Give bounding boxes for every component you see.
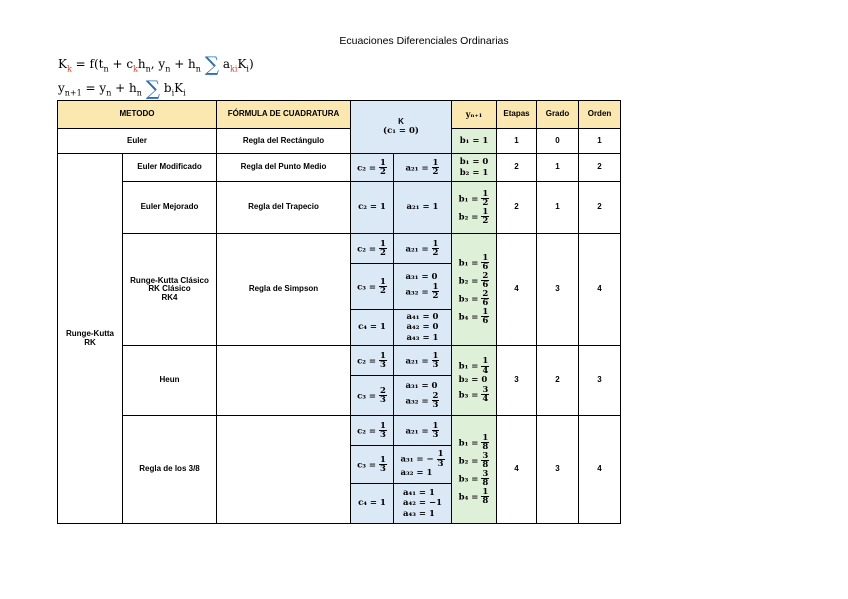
math-text: b₄ = xyxy=(458,492,479,502)
numerator: 1 xyxy=(432,281,439,292)
numerator: 1 xyxy=(380,238,386,249)
fraction xyxy=(432,159,440,177)
numerator: 2 xyxy=(380,385,386,396)
denominator: 2 xyxy=(380,167,386,177)
b-coeff xyxy=(452,182,497,234)
denominator: 4 xyxy=(482,394,489,405)
formula-token: , y xyxy=(150,57,166,71)
denominator: 8 xyxy=(482,460,489,470)
math-text: b₁ = xyxy=(458,438,479,448)
math-text: b₂ = xyxy=(458,456,479,466)
etapas-value: 2 xyxy=(497,182,537,234)
fraction xyxy=(481,434,489,452)
math-text: a₃₁ = 0 xyxy=(405,381,438,392)
c-coeff xyxy=(351,154,394,182)
a-coeff: a₂₁ = 1 xyxy=(394,182,452,234)
fraction xyxy=(379,278,387,296)
c-coeff xyxy=(351,376,394,416)
denominator: 6 xyxy=(482,280,489,290)
fraction xyxy=(432,283,440,301)
method-name-line: Runge-Kutta Clásico xyxy=(130,275,209,285)
denominator: 3 xyxy=(432,400,439,411)
math-text: b₄ = xyxy=(458,312,479,322)
numerator: 1 xyxy=(380,276,386,287)
math-text: c₃ = xyxy=(357,282,377,292)
numerator: 1 xyxy=(482,486,489,497)
method-name: Euler xyxy=(58,129,217,154)
denominator: 2 xyxy=(482,198,489,208)
numerator: 1 xyxy=(437,449,444,460)
numerator: 1 xyxy=(432,238,439,249)
denominator: 3 xyxy=(380,464,386,474)
denominator: 8 xyxy=(482,478,489,488)
denominator: 3 xyxy=(432,430,439,440)
fraction xyxy=(432,240,440,258)
b-coeff xyxy=(452,234,497,346)
formula-token: K xyxy=(58,57,67,71)
grado-value: 3 xyxy=(537,234,579,346)
formula-token: = f xyxy=(75,57,94,71)
header-k xyxy=(351,101,452,154)
a-coeff xyxy=(394,416,452,446)
a-coeff xyxy=(394,264,452,310)
group-label-line: RK xyxy=(84,337,96,347)
denominator: 8 xyxy=(482,496,489,506)
header-orden: Orden xyxy=(579,101,621,129)
denominator: 3 xyxy=(380,430,386,440)
formula-sub: i xyxy=(171,88,175,98)
method-name: Regla de los 3/8 xyxy=(123,416,217,524)
denominator: 8 xyxy=(482,442,489,452)
formula-sub: n xyxy=(136,88,142,98)
math-text: b₁ = xyxy=(458,258,479,268)
math-text: b₃ = xyxy=(458,294,479,304)
fraction xyxy=(481,290,489,308)
fraction xyxy=(481,208,489,226)
denominator: 6 xyxy=(482,262,489,272)
c-coeff: c₄ = 1 xyxy=(351,484,394,524)
math-text: b₂ = 1 xyxy=(459,167,489,178)
fraction xyxy=(379,352,387,370)
numerator: 1 xyxy=(482,206,489,217)
group-label-line: Runge-Kutta xyxy=(66,329,114,339)
math-text: a₄₃ = 1 xyxy=(402,508,435,519)
math-text: a₃₁ = 0 xyxy=(405,272,438,283)
math-text: a₂₁ = xyxy=(405,426,429,436)
etapas-value: 4 xyxy=(497,416,537,524)
fraction xyxy=(481,272,489,290)
grado-value: 1 xyxy=(537,182,579,234)
orden-value: 4 xyxy=(579,234,621,346)
c-coeff xyxy=(351,416,394,446)
fraction xyxy=(481,488,489,506)
numerator: 2 xyxy=(482,288,489,299)
fraction xyxy=(481,386,489,404)
b-coeff xyxy=(452,416,497,524)
formula-token: (t xyxy=(93,57,104,71)
formula-token: + h xyxy=(170,57,196,71)
denominator: 3 xyxy=(380,360,386,370)
denominator: 6 xyxy=(482,298,489,308)
math-text: a₄₂ = 0 xyxy=(406,322,439,333)
numerator: 2 xyxy=(432,390,439,401)
etapas-value: 2 xyxy=(497,154,537,182)
c-coeff: c₂ = 1 xyxy=(351,182,394,234)
method-name: Euler Mejorado xyxy=(123,182,217,234)
b-coeff xyxy=(452,154,497,182)
numerator: 1 xyxy=(482,306,489,317)
header-k-sub: (c₁ = 0) xyxy=(383,125,419,136)
math-text: a₃₂ = xyxy=(405,396,429,407)
header-metodo: METODO xyxy=(58,101,217,129)
math-text: a₃₁ = − xyxy=(400,454,434,465)
fraction xyxy=(481,190,489,208)
a-coeff xyxy=(394,234,452,264)
math-text: c₂ = xyxy=(357,163,377,173)
quadrature-rule: Regla del Trapecio xyxy=(217,182,351,234)
formula-token: K xyxy=(174,81,184,95)
math-text: c₂ = xyxy=(357,356,377,366)
numerator: 1 xyxy=(482,252,489,263)
orden-value: 2 xyxy=(579,182,621,234)
denominator: 2 xyxy=(482,216,489,226)
method-name: Heun xyxy=(123,346,217,416)
header-y: yₙ₊₁ xyxy=(452,101,497,129)
b-coeff xyxy=(452,346,497,416)
c-coeff xyxy=(351,264,394,310)
formula-sub: ki xyxy=(230,64,238,74)
math-text: b₂ = xyxy=(458,212,479,222)
orden-value: 4 xyxy=(579,416,621,524)
grado-value: 3 xyxy=(537,416,579,524)
math-text: a₂₁ = xyxy=(405,244,429,254)
math-text: a₂₁ = xyxy=(405,163,429,173)
fraction xyxy=(379,240,387,258)
header-k-label: K xyxy=(398,117,404,127)
math-text: a₄₁ = 1 xyxy=(402,487,435,498)
denominator: 2 xyxy=(380,248,386,258)
method-name-line: RK Clásico xyxy=(148,284,191,294)
a-coeff xyxy=(394,484,452,524)
formula-k xyxy=(58,54,254,74)
header-grado: Grado xyxy=(537,101,579,129)
numerator: 1 xyxy=(380,350,386,361)
group-runge-kutta xyxy=(58,154,123,524)
math-text: a₄₃ = 1 xyxy=(406,332,439,343)
formula-sub: n xyxy=(165,64,171,74)
formula-token: = y xyxy=(81,81,107,95)
numerator: 3 xyxy=(482,468,489,479)
fraction xyxy=(481,452,489,470)
formula-sub: n+1 xyxy=(64,88,82,98)
header-etapas: Etapas xyxy=(497,101,537,129)
numerator: 1 xyxy=(432,157,439,168)
denominator: 2 xyxy=(432,291,439,302)
numerator: 1 xyxy=(482,188,489,199)
denominator: 2 xyxy=(432,248,439,258)
formula-y xyxy=(58,78,186,98)
formula-sub: k xyxy=(66,64,72,74)
denominator: 4 xyxy=(482,365,489,376)
a-coeff xyxy=(394,376,452,416)
b-coeff: b₁ = 1 xyxy=(452,129,497,154)
orden-value: 2 xyxy=(579,154,621,182)
formula-sub: i xyxy=(183,88,186,98)
numerator: 1 xyxy=(432,420,439,431)
a-coeff xyxy=(394,310,452,346)
a-coeff xyxy=(394,346,452,376)
denominator: 3 xyxy=(380,395,386,405)
numerator: 1 xyxy=(482,432,489,443)
etapas-value: 3 xyxy=(497,346,537,416)
method-name xyxy=(123,234,217,346)
formula-token: K xyxy=(237,57,247,71)
numerator: 2 xyxy=(482,270,489,281)
fraction xyxy=(379,422,387,440)
denominator: 2 xyxy=(432,167,439,177)
math-text: b₂ = xyxy=(458,276,479,286)
etapas-value: 1 xyxy=(497,129,537,154)
formula-sub: n xyxy=(195,64,201,74)
formula-token: h xyxy=(137,57,146,71)
c-coeff xyxy=(351,234,394,264)
quadrature-rule: Regla del Punto Medio xyxy=(217,154,351,182)
math-text: a₃₂ = xyxy=(405,287,429,298)
c-coeff xyxy=(351,446,394,484)
formula-token: + h xyxy=(111,81,137,95)
header-formula: FÓRMULA DE CUADRATURA xyxy=(217,101,351,129)
etapas-value: 4 xyxy=(497,234,537,346)
formula-token: + c xyxy=(108,57,134,71)
fraction xyxy=(437,450,445,468)
numerator: 3 xyxy=(482,384,489,395)
orden-value: 1 xyxy=(579,129,621,154)
fraction xyxy=(432,352,440,370)
a-coeff xyxy=(394,446,452,484)
math-text: a₃₂ = 1 xyxy=(400,468,433,479)
numerator: 1 xyxy=(380,454,386,465)
c-coeff: c₄ = 1 xyxy=(351,310,394,346)
grado-value: 1 xyxy=(537,154,579,182)
numerator: 1 xyxy=(380,157,386,168)
denominator: 3 xyxy=(437,458,444,469)
methods-table xyxy=(57,100,621,524)
orden-value: 3 xyxy=(579,346,621,416)
fraction xyxy=(379,159,387,177)
denominator: 2 xyxy=(380,286,386,296)
method-name-line: RK4 xyxy=(161,292,178,302)
math-text: b₃ = xyxy=(458,390,479,401)
quadrature-rule: Regla de Simpson xyxy=(217,234,351,346)
denominator: 6 xyxy=(482,316,489,326)
formula-token: a xyxy=(222,57,231,71)
numerator: 1 xyxy=(482,356,489,367)
math-text: a₂₁ = xyxy=(405,356,429,366)
numerator: 1 xyxy=(432,350,439,361)
formula-sub: n xyxy=(106,88,112,98)
math-text: a₄₂ = −1 xyxy=(402,498,443,509)
fraction xyxy=(481,308,489,326)
fraction xyxy=(481,357,489,375)
math-text: b₁ = xyxy=(458,361,479,372)
page-title: Ecuaciones Diferenciales Ordinarias xyxy=(339,35,509,47)
formula-sub: k xyxy=(133,64,138,74)
math-text: c₂ = xyxy=(357,244,377,254)
fraction xyxy=(481,470,489,488)
c-coeff xyxy=(351,346,394,376)
formula-sub: n xyxy=(103,64,109,74)
math-text: c₃ = xyxy=(357,391,377,401)
fraction xyxy=(379,456,387,474)
fraction xyxy=(432,422,440,440)
fraction xyxy=(379,387,387,405)
sigma-symbol: ∑ xyxy=(204,52,220,76)
formula-token: ) xyxy=(248,57,254,71)
formula-sub: n xyxy=(145,64,151,74)
numerator: 1 xyxy=(380,420,386,431)
grado-value: 0 xyxy=(537,129,579,154)
quadrature-rule xyxy=(217,416,351,524)
formula-token: b xyxy=(163,81,172,95)
quadrature-rule: Regla del Rectángulo xyxy=(217,129,351,154)
math-text: b₁ = 0 xyxy=(459,156,489,167)
math-text: b₁ = xyxy=(458,194,479,204)
denominator: 3 xyxy=(432,360,439,370)
quadrature-rule xyxy=(217,346,351,416)
numerator: 3 xyxy=(482,450,489,461)
a-coeff xyxy=(394,154,452,182)
formula-token: y xyxy=(58,81,65,95)
math-text: c₂ = xyxy=(357,426,377,436)
math-text: a₄₁ = 0 xyxy=(406,311,439,322)
math-text: b₂ = 0 xyxy=(458,375,488,386)
formula-sub: i xyxy=(246,64,249,74)
fraction xyxy=(432,392,440,410)
method-name: Euler Modificado xyxy=(123,154,217,182)
grado-value: 2 xyxy=(537,346,579,416)
math-text: b₃ = xyxy=(458,474,479,484)
fraction xyxy=(481,254,489,272)
sigma-symbol: ∑ xyxy=(145,76,161,100)
math-text: c₃ = xyxy=(357,460,377,470)
